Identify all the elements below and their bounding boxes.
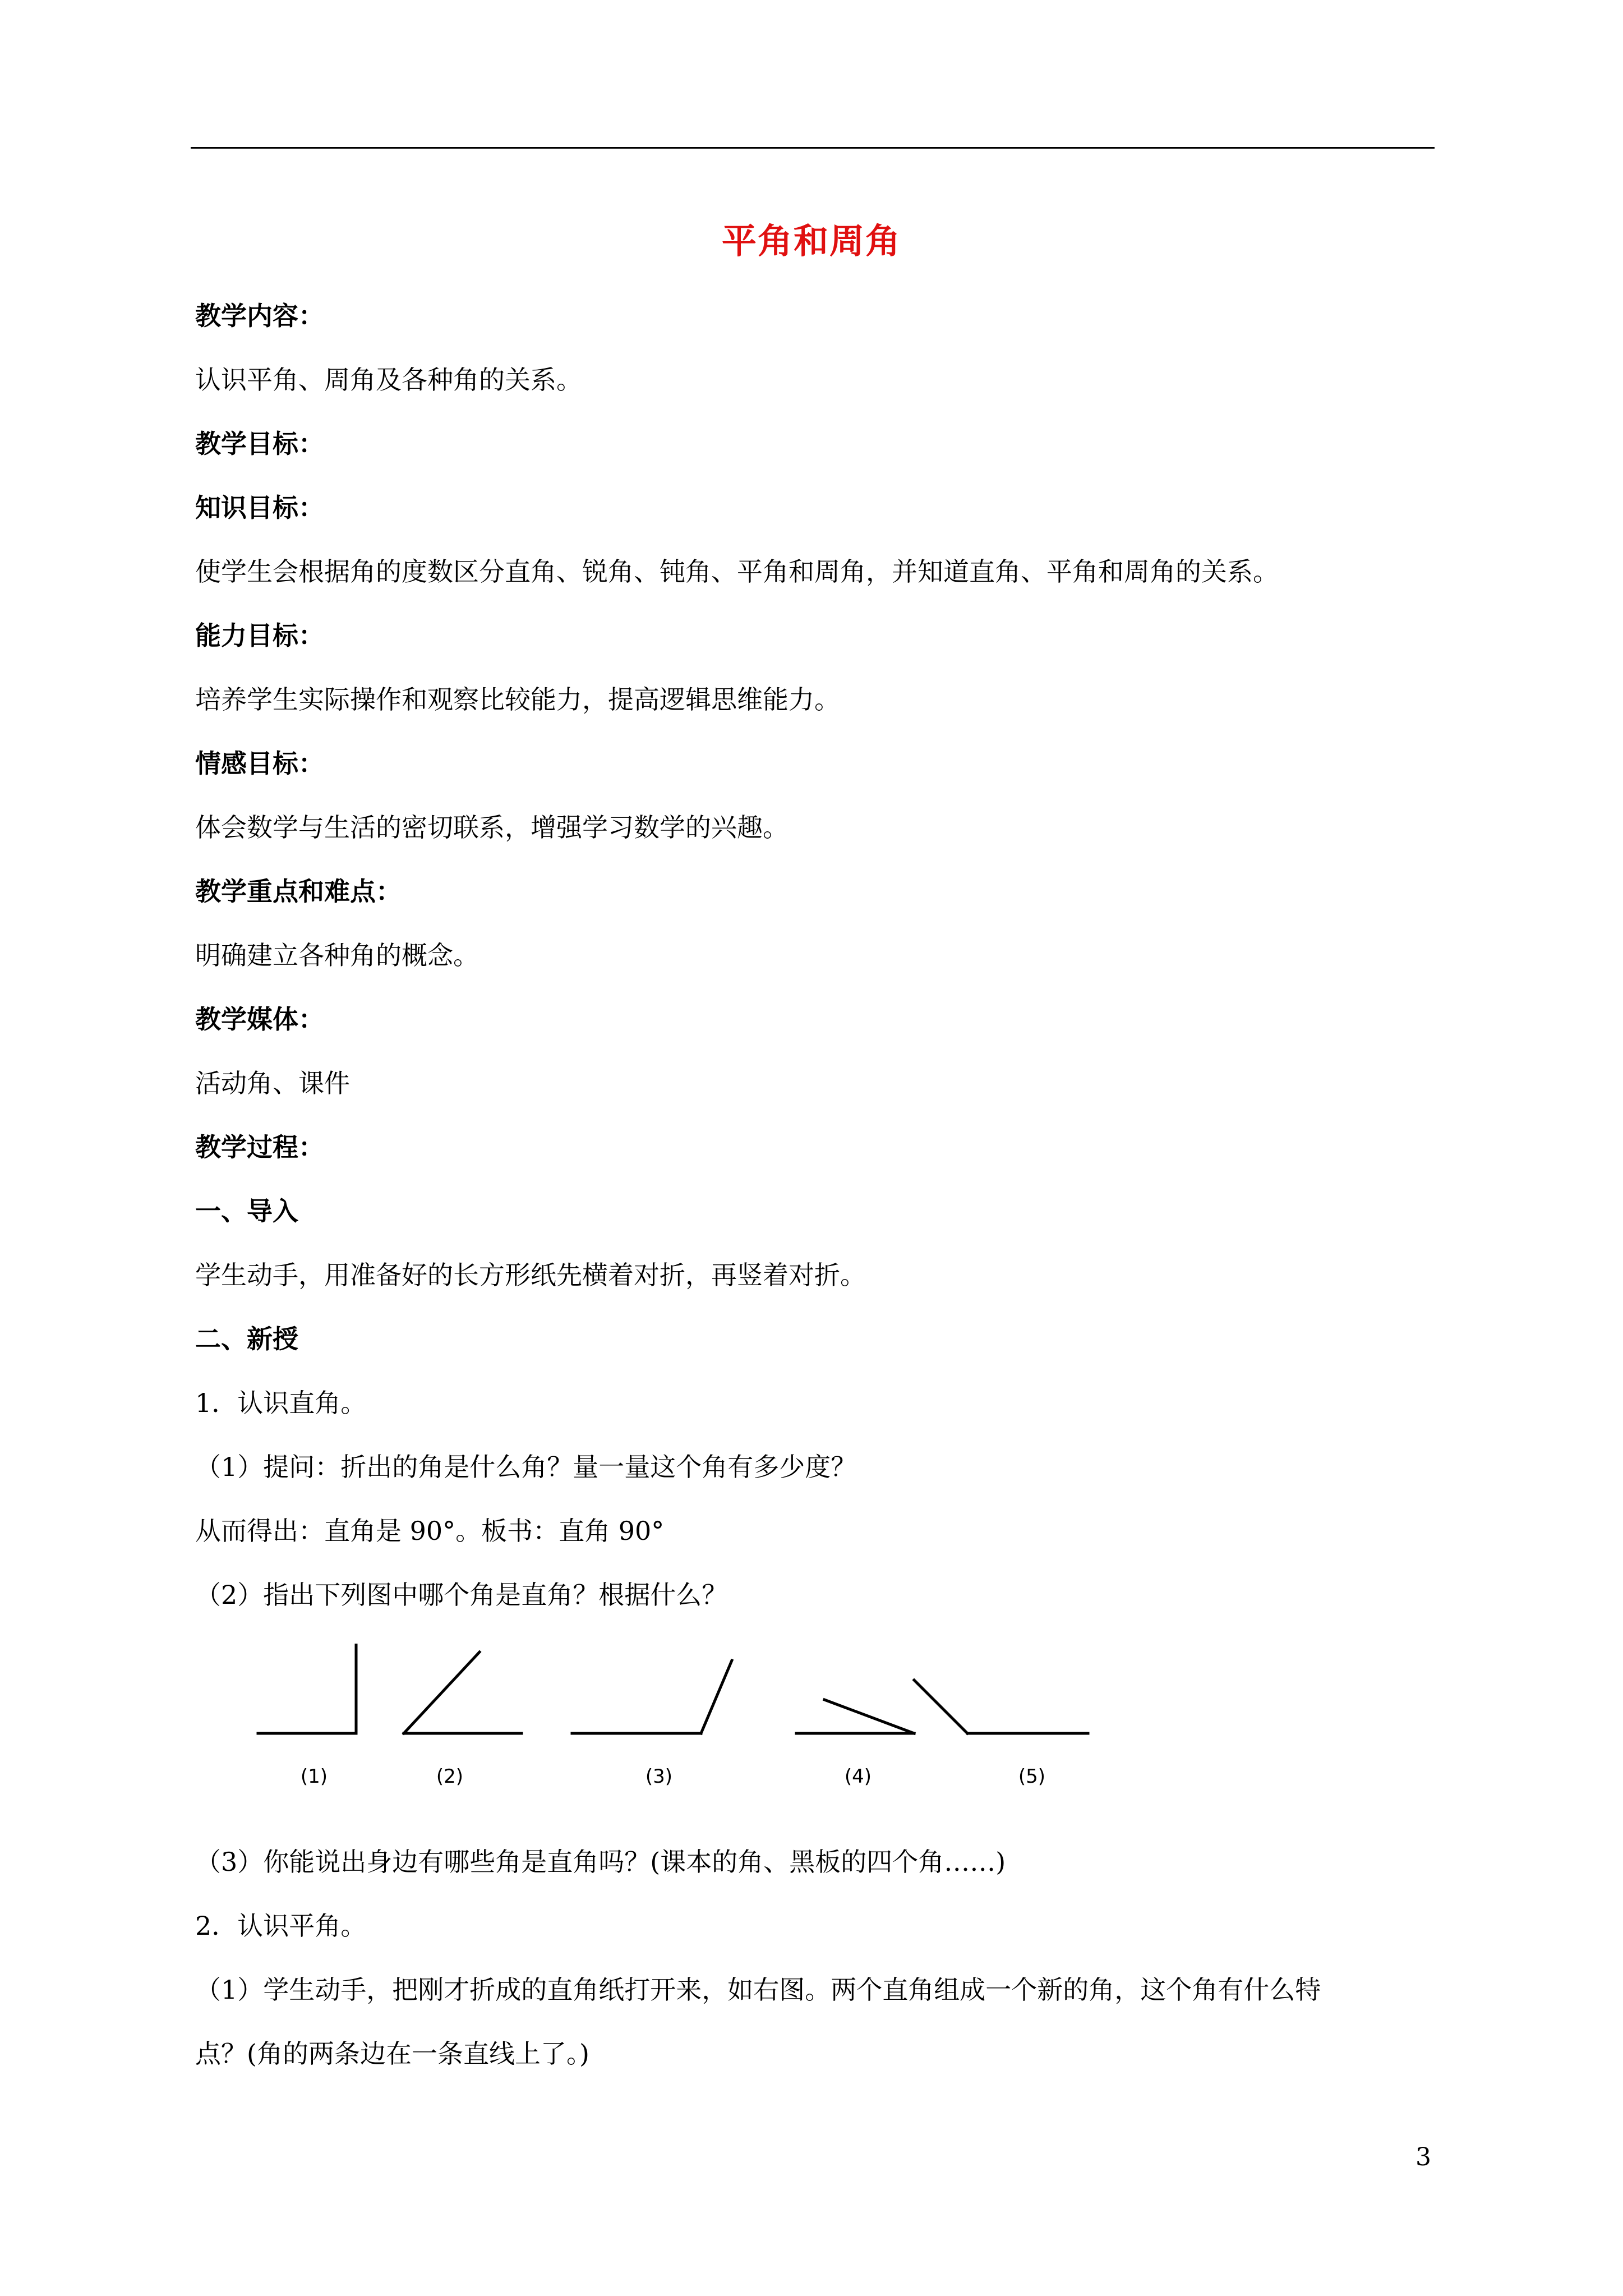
heading-teaching-content: 教学内容： [195, 301, 324, 331]
paragraph-emotion-goal: 体会数学与生活的密切联系，增强学习数学的兴趣。 [195, 812, 789, 843]
paragraph-media: 活动角、课件 [195, 1068, 350, 1098]
heading-process: 教学过程： [195, 1132, 324, 1162]
heading-intro: 一、导入 [195, 1196, 298, 1226]
figure-label-1: (1) [300, 1765, 328, 1788]
item-straight-angle: 2．认识平角。 [195, 1911, 367, 1941]
item-conclusion: 从而得出：直角是 90°。板书：直角 90° [195, 1516, 665, 1546]
paragraph-knowledge-goal: 使学生会根据角的度数区分直角、锐角、钝角、平角和周角，并知道直角、平角和周角的关系。 [195, 556, 1279, 587]
paragraph-ability-goal: 培养学生实际操作和观察比较能力，提高逻辑思维能力。 [195, 684, 840, 715]
heading-media: 教学媒体： [195, 1004, 324, 1034]
heading-emotion-goal: 情感目标： [195, 748, 324, 779]
header-rule [191, 147, 1435, 149]
heading-teaching-goals: 教学目标： [195, 429, 324, 459]
figure-label-2: (2) [436, 1765, 464, 1788]
heading-ability-goal: 能力目标： [195, 620, 324, 651]
paragraph-straight-angle-2: 点？(角的两条边在一条直线上了。) [195, 2039, 589, 2069]
angles-figure [252, 1644, 1105, 1801]
page-number: 3 [1415, 2143, 1431, 2171]
heading-key-points: 教学重点和难点： [195, 876, 402, 907]
figure-label-3: (3) [645, 1765, 673, 1788]
figure-label-4: (4) [844, 1765, 872, 1788]
item-question-2: （2）指出下列图中哪个角是直角？根据什么？ [195, 1580, 728, 1610]
heading-new-lesson: 二、新授 [195, 1324, 298, 1354]
paragraph-straight-angle-1: （1）学生动手，把刚才折成的直角纸打开来，如右图。两个直角组成一个新的角，这个角有什么特 [195, 1975, 1321, 2005]
item-question-1: （1）提问：折出的角是什么角？量一量这个角有多少度？ [195, 1452, 857, 1482]
heading-knowledge-goal: 知识目标： [195, 493, 324, 523]
paragraph-key-points: 明确建立各种角的概念。 [195, 940, 479, 970]
paragraph-intro: 学生动手，用准备好的长方形纸先横着对折，再竖着对折。 [195, 1260, 866, 1290]
angles-diagram [252, 1644, 1105, 1801]
paragraph-content: 认识平角、周角及各种角的关系。 [195, 365, 582, 395]
angle-5-slant-line [914, 1680, 967, 1733]
angle-4-slant-line [824, 1700, 914, 1733]
item-question-3: （3）你能说出身边有哪些角是直角吗？(课本的角、黑板的四个角……) [195, 1847, 1006, 1877]
page-title: 平角和周角 [721, 220, 901, 261]
item-right-angle: 1．认识直角。 [195, 1388, 367, 1418]
figure-label-5: (5) [1018, 1765, 1046, 1788]
angle-3-slant-line [701, 1660, 732, 1733]
angle-2-slant-line [404, 1652, 479, 1733]
